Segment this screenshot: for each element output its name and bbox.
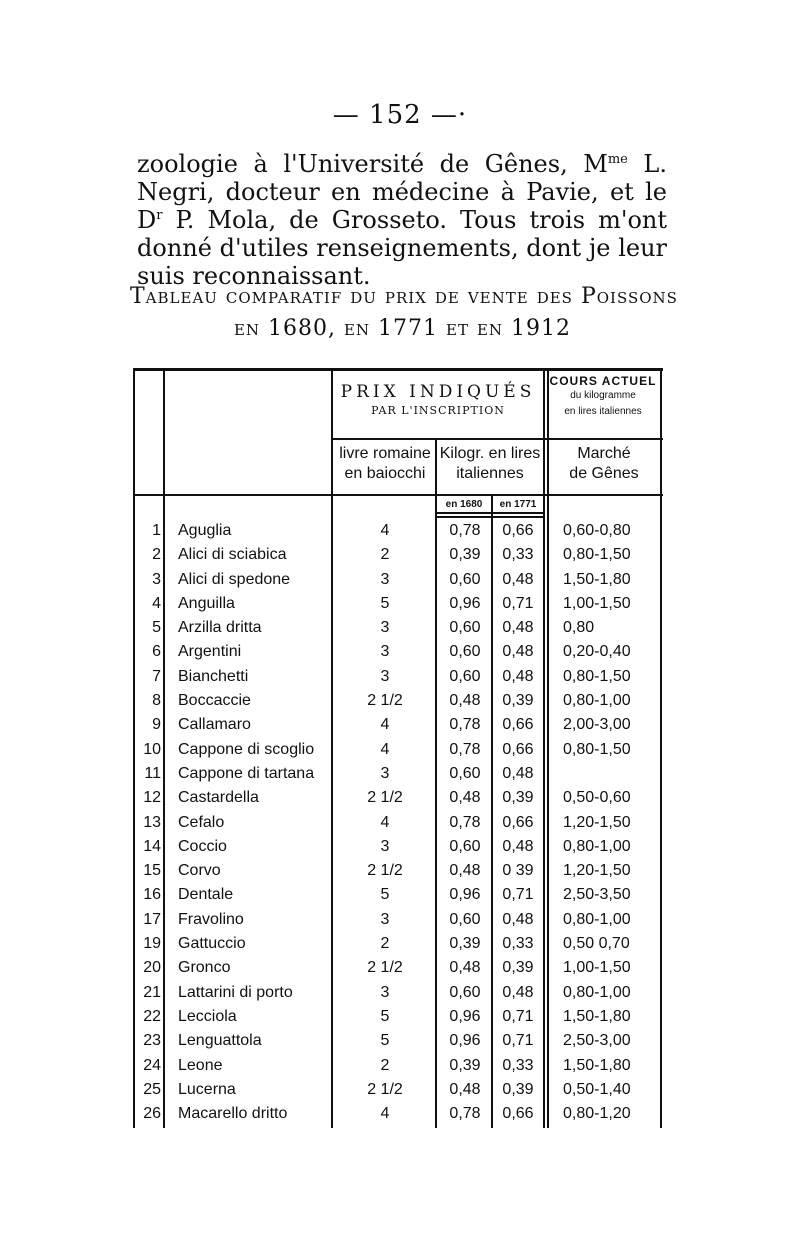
price-1771: 0 39	[502, 862, 534, 880]
price-1680: 0,78	[449, 813, 481, 831]
row-rule-sub2	[435, 516, 545, 518]
price-genes: 0,80-1,00	[563, 983, 631, 1001]
price-table	[133, 368, 663, 1128]
price-1680: 0,60	[449, 910, 481, 928]
row-number: 12	[143, 789, 161, 807]
table-row	[133, 1103, 663, 1127]
table-body	[133, 520, 663, 1127]
price-1680: 0,48	[449, 789, 481, 807]
fish-name: Alici di spedone	[178, 570, 291, 588]
table-row	[133, 714, 663, 738]
fish-name: Castardella	[178, 789, 259, 807]
table-row	[133, 860, 663, 884]
fish-name: Macarello dritto	[178, 1105, 288, 1123]
table-row	[133, 763, 663, 787]
intro-text-3: P. Mola, de Grosseto. Tous trois m'ont donné d'utiles renseignements, dont je leur suis reconnaissant.	[137, 206, 667, 290]
price-baiocchi: 5	[380, 1007, 390, 1025]
price-genes: 0,50 0,70	[563, 935, 630, 953]
fish-name: Anguilla	[178, 594, 235, 612]
price-1771: 0,48	[502, 837, 534, 855]
table-row	[133, 812, 663, 836]
price-1771: 0,33	[502, 546, 534, 564]
price-1680: 0,39	[449, 1056, 481, 1074]
header-baiocchi-2: en baiocchi	[344, 465, 426, 482]
header-par: PAR L'INSCRIPTION	[371, 404, 505, 417]
row-number: 17	[143, 910, 161, 928]
table-row	[133, 666, 663, 690]
table-row	[133, 690, 663, 714]
price-baiocchi: 2 1/2	[367, 862, 403, 880]
price-1771: 0,66	[502, 716, 534, 734]
price-baiocchi: 4	[380, 716, 390, 734]
intro-text-1: zoologie à l'Université de Gênes, M	[137, 150, 608, 178]
table-row	[133, 787, 663, 811]
row-number: 16	[143, 886, 161, 904]
price-1771: 0,39	[502, 789, 534, 807]
price-baiocchi: 3	[380, 910, 390, 928]
row-number: 22	[143, 1007, 161, 1025]
header-kilogr-2: italiennes	[456, 465, 524, 482]
price-genes: 2,00-3,00	[563, 716, 631, 734]
table-row	[133, 520, 663, 544]
price-1771: 0,33	[502, 1056, 534, 1074]
row-number: 15	[143, 862, 161, 880]
price-genes: 1,50-1,80	[563, 1056, 631, 1074]
header-prix: PRIX INDIQUÉS	[340, 382, 536, 402]
price-1680: 0,96	[449, 886, 481, 904]
price-1771: 0,48	[502, 983, 534, 1001]
table-row	[133, 544, 663, 568]
row-number: 1	[152, 522, 161, 539]
price-1771: 0,48	[502, 643, 534, 661]
row-number: 25	[143, 1080, 161, 1098]
table-title: Tableau comparatif du prix de vente des Poissons	[130, 284, 678, 309]
price-genes: 0,80	[563, 619, 595, 637]
price-baiocchi: 2	[380, 1056, 390, 1074]
price-1680: 0,60	[449, 837, 481, 855]
price-baiocchi: 3	[380, 837, 390, 855]
table-row	[133, 933, 663, 957]
price-genes: 1,00-1,50	[563, 594, 631, 612]
price-genes: 0,20-0,40	[563, 643, 631, 661]
price-1680: 0,60	[449, 643, 481, 661]
price-genes: 0,80-1,00	[563, 910, 631, 928]
table-row	[133, 593, 663, 617]
row-number: 20	[143, 959, 161, 977]
row-number: 13	[143, 813, 161, 831]
header-1680: en 1680	[445, 499, 483, 510]
table-row	[133, 982, 663, 1006]
fish-name: Callamaro	[178, 716, 251, 734]
price-genes: 0,50-1,40	[563, 1080, 631, 1098]
row-number: 9	[152, 716, 161, 734]
price-1680: 0,96	[449, 594, 481, 612]
fish-name: Lattarini di porto	[178, 983, 293, 1001]
price-1680: 0,78	[449, 522, 481, 539]
header-marche-2: de Gênes	[569, 465, 639, 482]
price-1771: 0,71	[502, 886, 534, 904]
price-baiocchi: 2 1/2	[367, 692, 403, 710]
price-baiocchi: 2 1/2	[367, 959, 403, 977]
row-number: 26	[143, 1105, 161, 1123]
price-genes: 0,80-1,00	[563, 837, 631, 855]
price-baiocchi: 4	[380, 1105, 390, 1123]
table-row	[133, 1030, 663, 1054]
price-1680: 0,60	[449, 983, 481, 1001]
price-genes: 0,80-1,50	[563, 546, 631, 564]
price-baiocchi: 5	[380, 886, 390, 904]
price-1680: 0,96	[449, 1032, 481, 1050]
fish-name: Cappone di scoglio	[178, 740, 315, 758]
price-1771: 0,48	[502, 764, 534, 782]
row-rule-header2	[133, 494, 663, 496]
price-genes: 0,80-1,20	[563, 1105, 631, 1123]
price-baiocchi: 2	[380, 546, 390, 564]
price-baiocchi: 2	[380, 935, 390, 953]
fish-name: Alici di sciabica	[178, 546, 287, 564]
price-1771: 0,48	[502, 619, 534, 637]
price-1771: 0,66	[502, 522, 534, 539]
price-genes: 0,80-1,50	[563, 667, 631, 685]
price-genes: 1,50-1,80	[563, 570, 631, 588]
price-baiocchi: 2 1/2	[367, 1080, 403, 1098]
row-number: 8	[152, 692, 161, 710]
row-number: 5	[152, 619, 161, 637]
table-row	[133, 957, 663, 981]
fish-name: Dentale	[178, 886, 234, 904]
row-number: 21	[143, 983, 161, 1001]
row-number: 24	[143, 1056, 161, 1074]
page-number: — 152 —·	[332, 100, 468, 130]
fish-name: Aguglia	[178, 522, 232, 539]
price-1680: 0,48	[449, 692, 481, 710]
price-1771: 0,66	[502, 813, 534, 831]
table-row	[133, 909, 663, 933]
fish-name: Boccaccie	[178, 692, 251, 710]
row-number: 4	[152, 594, 161, 612]
table-row	[133, 1006, 663, 1030]
header-kilo: du kilogramme	[570, 390, 636, 401]
price-genes: 0,60-0,80	[563, 522, 631, 539]
price-genes: 2,50-3,50	[563, 886, 631, 904]
price-1680: 0,60	[449, 764, 481, 782]
row-number: 10	[143, 740, 161, 758]
table-row	[133, 617, 663, 641]
price-genes: 1,20-1,50	[563, 862, 631, 880]
fish-name: Bianchetti	[178, 667, 249, 685]
fish-name: Gronco	[178, 959, 231, 977]
price-baiocchi: 4	[380, 813, 390, 831]
header-kilogr-1: Kilogr. en lires	[439, 445, 541, 462]
price-baiocchi: 3	[380, 570, 390, 588]
price-1680: 0,78	[449, 1105, 481, 1123]
price-1680: 0,96	[449, 1007, 481, 1025]
price-1680: 0,39	[449, 546, 481, 564]
fish-name: Lenguattola	[178, 1032, 262, 1050]
row-number: 14	[143, 837, 161, 855]
row-number: 6	[152, 643, 161, 661]
price-1680: 0,48	[449, 862, 481, 880]
header-1771: en 1771	[499, 499, 537, 510]
intro-paragraph	[137, 150, 667, 290]
header-marche	[547, 444, 661, 484]
fish-name: Coccio	[178, 837, 227, 855]
price-1680: 0,48	[449, 1080, 481, 1098]
price-baiocchi: 3	[380, 667, 390, 685]
intro-sup-2: r	[156, 208, 163, 223]
price-1771: 0,71	[502, 1032, 534, 1050]
price-1771: 0,66	[502, 740, 534, 758]
row-number: 7	[152, 667, 161, 685]
table-row	[133, 1055, 663, 1079]
header-lires: en lires italiennes	[564, 406, 642, 417]
price-1771: 0,48	[502, 910, 534, 928]
price-genes: 0,80-1,00	[563, 692, 631, 710]
price-1771: 0,39	[502, 692, 534, 710]
price-baiocchi: 3	[380, 619, 390, 637]
fish-name: Corvo	[178, 862, 221, 880]
price-1680: 0,60	[449, 619, 481, 637]
price-genes: 0,80-1,50	[563, 740, 631, 758]
price-1680: 0,60	[449, 570, 481, 588]
price-baiocchi: 3	[380, 983, 390, 1001]
row-rule-header1	[333, 438, 663, 440]
row-number: 2	[152, 546, 161, 564]
fish-name: Fravolino	[178, 910, 244, 928]
table-row	[133, 739, 663, 763]
row-number: 3	[152, 570, 161, 588]
fish-name: Argentini	[178, 643, 242, 661]
price-1771: 0,66	[502, 1105, 534, 1123]
fish-name: Arzilla dritta	[178, 619, 262, 637]
price-baiocchi: 3	[380, 643, 390, 661]
table-row	[133, 641, 663, 665]
row-number: 19	[143, 935, 161, 953]
fish-name: Gattuccio	[178, 935, 246, 953]
price-baiocchi: 5	[380, 594, 390, 612]
fish-name: Lucerna	[178, 1080, 236, 1098]
price-genes: 1,00-1,50	[563, 959, 631, 977]
price-1771: 0,39	[502, 959, 534, 977]
price-1771: 0,48	[502, 570, 534, 588]
price-genes: 1,50-1,80	[563, 1007, 631, 1025]
price-baiocchi: 3	[380, 764, 390, 782]
price-1771: 0,39	[502, 1080, 534, 1098]
price-baiocchi: 2 1/2	[367, 789, 403, 807]
header-baiocchi-1: livre romaine	[339, 445, 431, 462]
price-1680: 0,39	[449, 935, 481, 953]
price-1771: 0,71	[502, 594, 534, 612]
price-baiocchi: 4	[380, 522, 390, 539]
price-1771: 0,48	[502, 667, 534, 685]
price-baiocchi: 5	[380, 1032, 390, 1050]
header-marche-1: Marché	[577, 445, 631, 462]
intro-text-2: L. Negri, docteur en médecine à Pavie, et le D	[137, 150, 667, 234]
price-1771: 0,71	[502, 1007, 534, 1025]
table-subtitle: en 1680, en 1771 et en 1912	[233, 316, 572, 341]
price-baiocchi: 4	[380, 740, 390, 758]
price-1680: 0,78	[449, 716, 481, 734]
price-1680: 0,78	[449, 740, 481, 758]
row-rule-sub	[435, 512, 545, 514]
header-kilogr	[437, 444, 543, 484]
price-1680: 0,48	[449, 959, 481, 977]
price-genes: 1,20-1,50	[563, 813, 631, 831]
fish-name: Leone	[178, 1056, 223, 1074]
table-row	[133, 1079, 663, 1103]
table-row	[133, 884, 663, 908]
price-1680: 0,60	[449, 667, 481, 685]
header-cours: COURS ACTUEL	[549, 374, 657, 388]
intro-sup-1: me	[607, 152, 628, 167]
fish-name: Cappone di tartana	[178, 764, 315, 782]
header-baiocchi	[333, 444, 437, 484]
fish-name: Cefalo	[178, 813, 225, 831]
table-row	[133, 569, 663, 593]
table-top-rule	[133, 368, 663, 371]
fish-name: Lecciola	[178, 1007, 237, 1025]
row-number: 23	[143, 1032, 161, 1050]
price-1771: 0,33	[502, 935, 534, 953]
table-row	[133, 836, 663, 860]
price-genes: 0,50-0,60	[563, 789, 631, 807]
row-number: 11	[144, 764, 161, 782]
price-genes: 2,50-3,00	[563, 1032, 631, 1050]
